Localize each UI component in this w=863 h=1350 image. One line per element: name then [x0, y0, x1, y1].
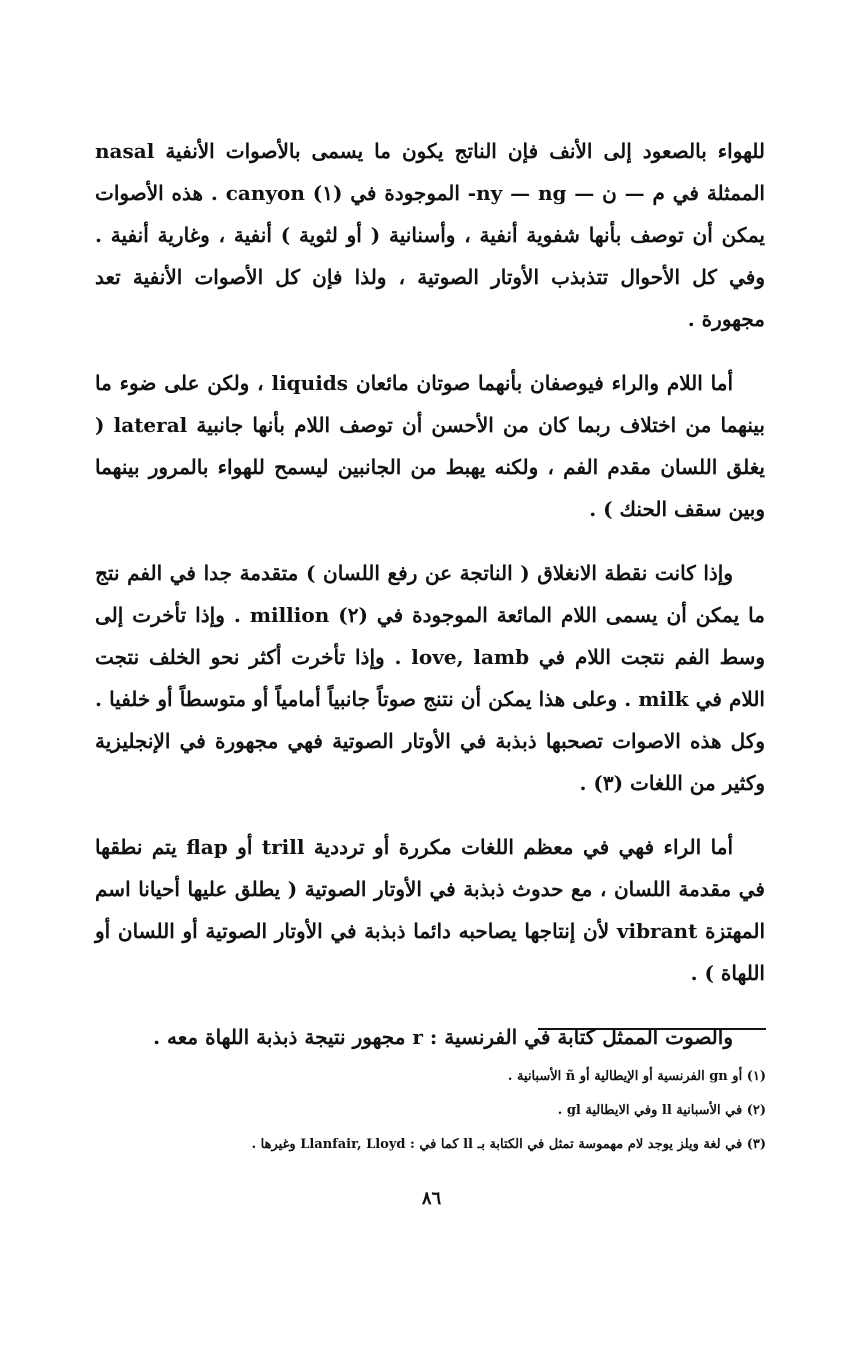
paragraph-french-r: والصوت الممثل كتابة في الفرنسية : r مجهور نتيجة ذبذبة اللهاة معه . — [153, 1025, 733, 1049]
paragraph-lateral-positions: وإذا كانت نقطة الانغلاق ( الناتجة عن رفع اللسان ) متقدمة جدا في الفم نتج ما يمكن أن يسمى اللام المائعة الموجودة في (٢) million . وإذا تأخرت إلى وسط الفم نتجت اللام في love, lamb . وإذا تأخرت أكثر نحو الخلف نتجت اللام في milk . وعلى هذا يمكن أن نتنج صوتاً جانبياً أمامياً أو متوسطاً أو خلفيا . وكل هذه الاصوات تصحبها ذبذبة في الأوتار الصوتية فهي مجهورة في الإنجليزية وكثير من اللغات (٣) . — [95, 561, 765, 795]
paragraph-liquids: أما اللام والراء فيوصفان بأنهما صوتان مائعان liquids ، ولكن على ضوء ما بينهما من اختلاف ربما كان من الأحسن أن توصف اللام بأنها جانبية lateral ( يغلق اللسان مقدم الفم ، ولكنه يهبط من الجانبين ليسمح للهواء بالمرور بينهما وبين سقف الحنك ) . — [95, 371, 765, 521]
page-body — [95, 130, 765, 1080]
paragraph-nasals: للهواء بالصعود إلى الأنف فإن الناتج يكون ما يسمى بالأصوات الأنفية nasal الممثلة في م — ن — ny — ng- الموجودة في (١) canyon . هذه الأصوات يمكن أن توصف بأنها شفوية أنفية ، وأسنانية ( أو لثوية ) أنفية ، وغارية أنفية . وفي كل الأحوال تتذبذب الأوتار الصوتية ، ولذا فإن كل الأصوات الأنفية تعد مجهورة . — [95, 139, 765, 331]
paragraph-trill: أما الراء فهي في معظم اللغات مكررة أو ترددية trill أو flap يتم نطقها في مقدمة اللسان ، مع حدوث ذبذبة في الأوتار الصوتية ( يطلق عليها أحيانا اسم المهتزة vibrant لأن إنتاجها يصاحبه دائما ذبذبة في الأوتار الصوتية أو اللسان أو اللهاة ) . — [95, 835, 765, 985]
footnote-separator — [538, 1028, 766, 1030]
footnotes — [130, 1060, 766, 1162]
footnote-1: (١) أو gn الفرنسية أو الإيطالية أو ñ الأسبانية . — [507, 1069, 766, 1084]
page-number: ٨٦ — [421, 1188, 442, 1209]
footnote-3: (٣) في لغة ويلز يوجد لام مهموسة تمثل في الكتابة بـ ll كما في : Llanfair, Lloyd وغيرها . — [251, 1137, 766, 1152]
footnote-2: (٢) في الأسبانية ll وفي الايطالية gl . — [557, 1103, 766, 1118]
